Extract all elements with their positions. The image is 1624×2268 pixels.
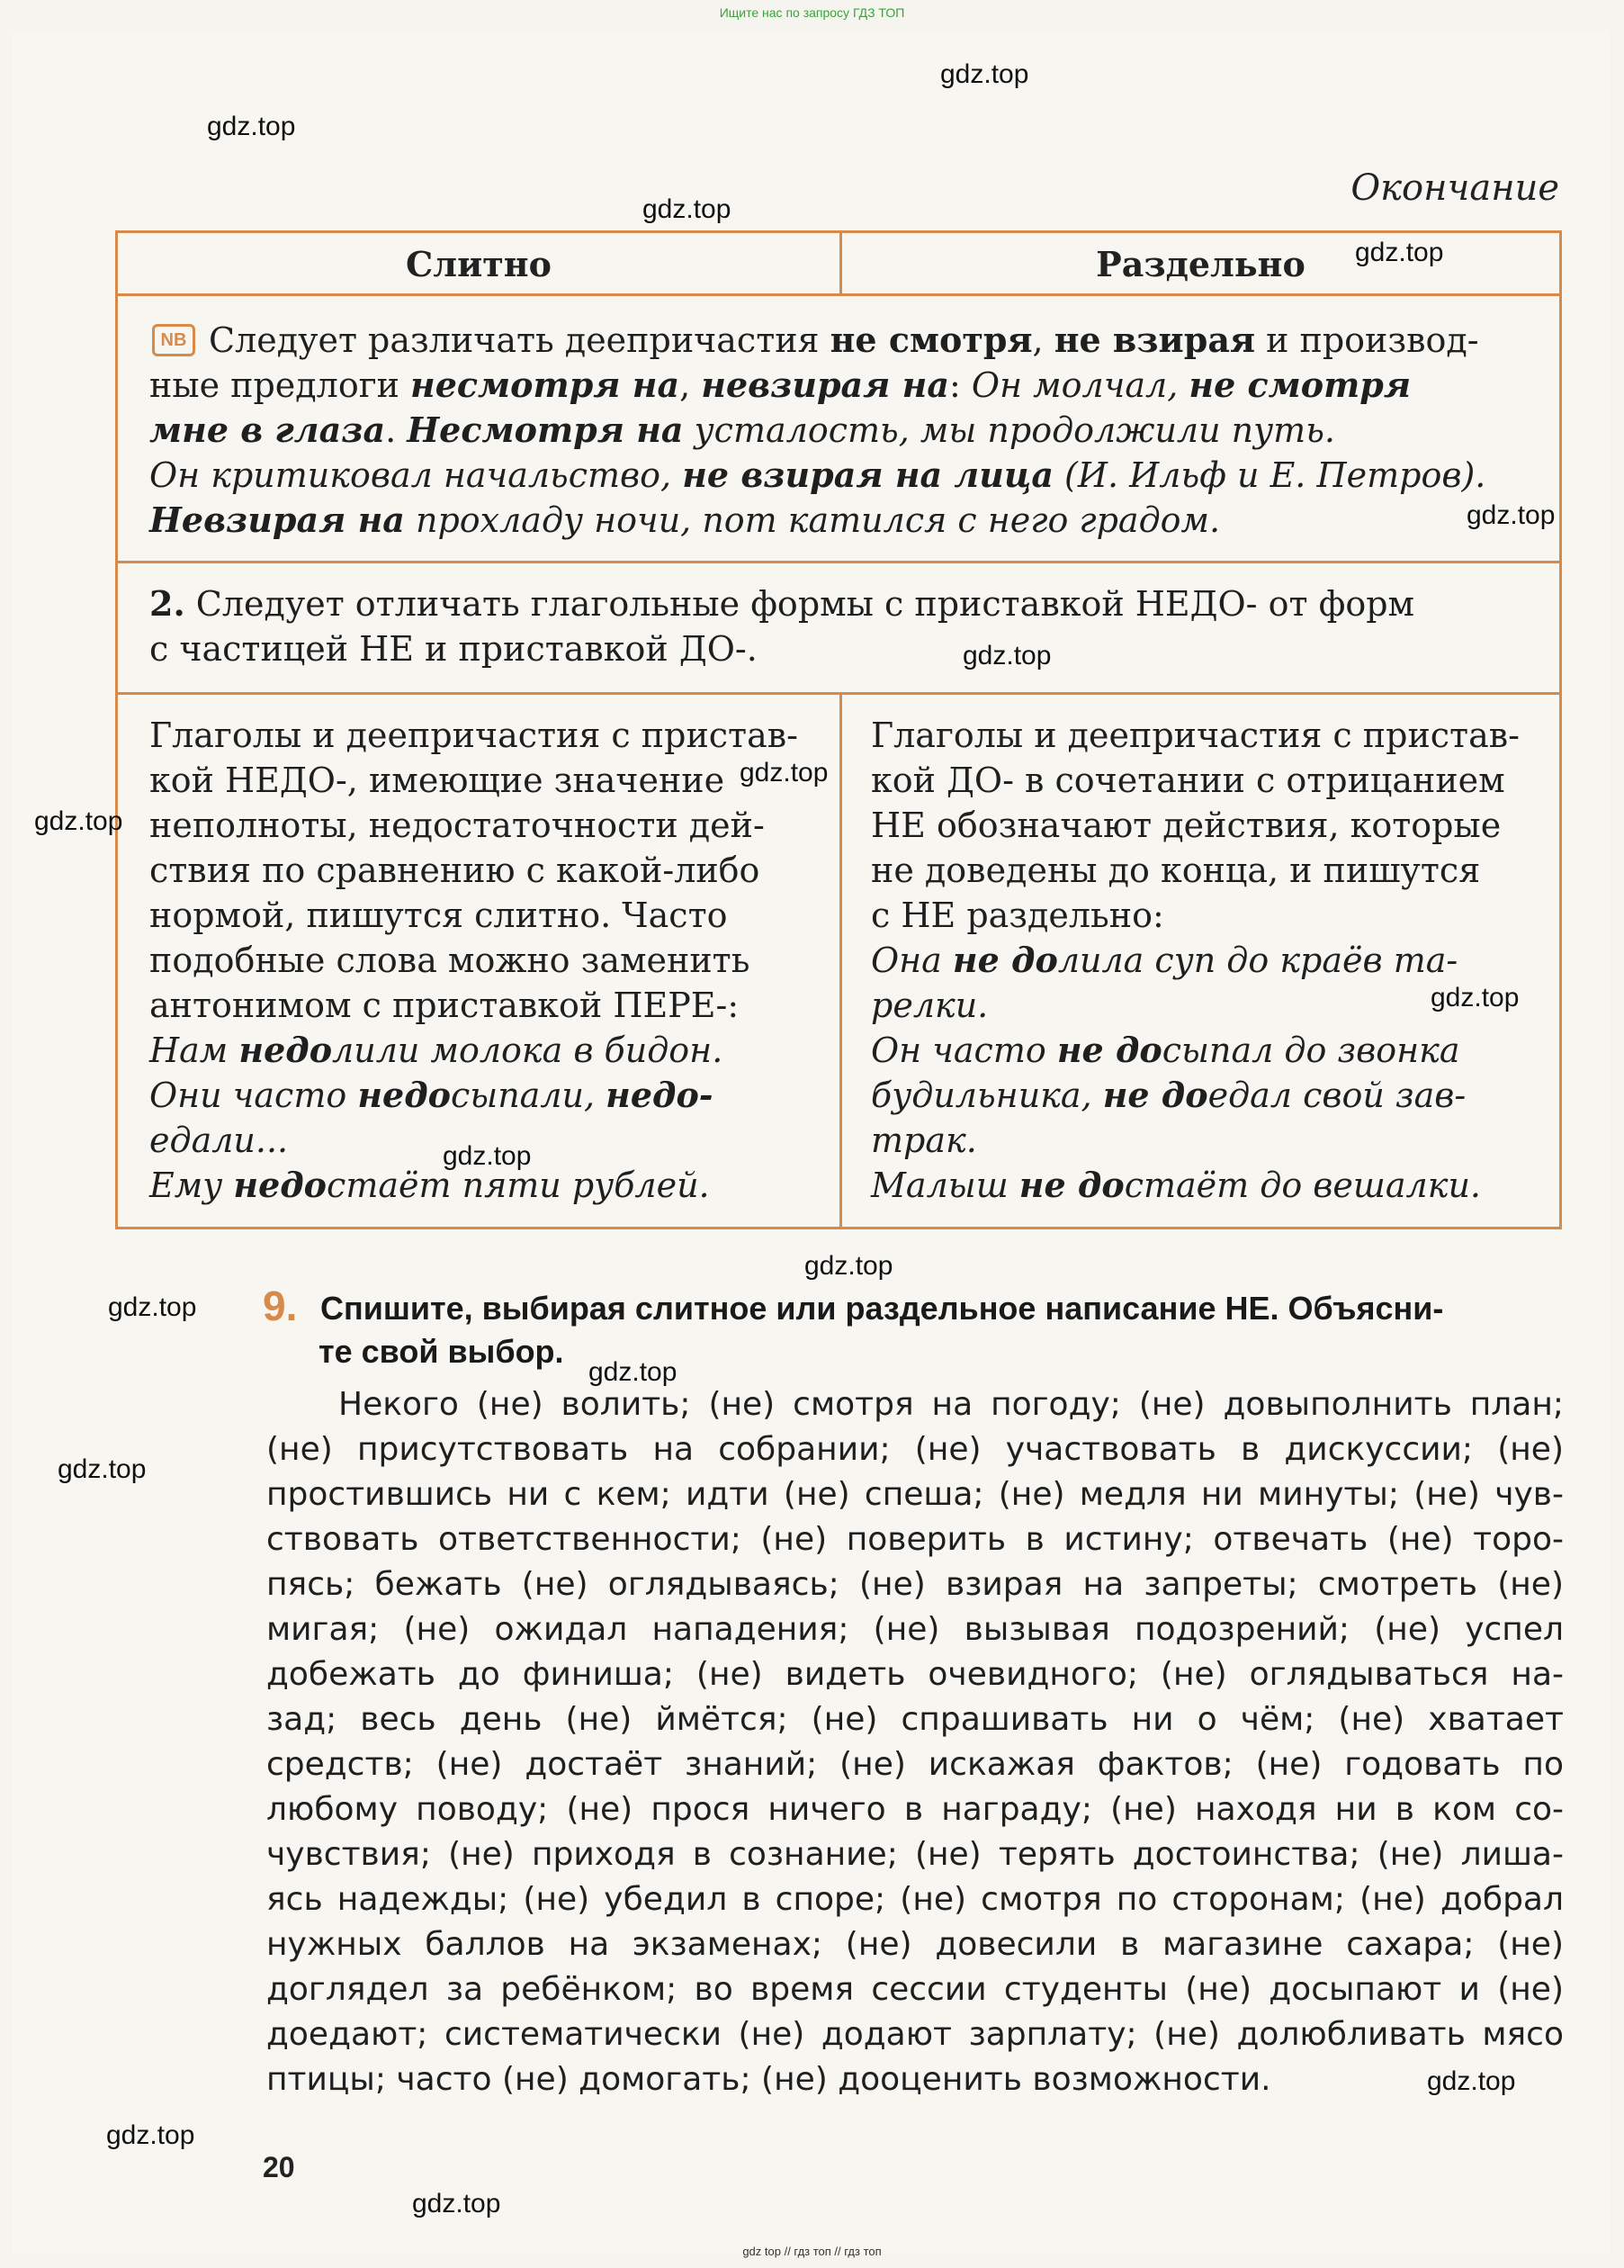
text-run: нормой, пишутся слитно. Часто	[149, 896, 728, 935]
solid-line	[149, 893, 728, 938]
text-run: Они часто	[149, 1076, 358, 1115]
text-run: не до	[1056, 1030, 1162, 1070]
exercise-line: зад; весь день (не) ймётся; (не) спрашивать ни о чём; (не) хватает	[266, 1701, 1564, 1738]
text-run: НЕ обозначают действия, которые	[871, 806, 1502, 845]
text-run: Малыш	[871, 1166, 1019, 1205]
text-run: не до	[1018, 1165, 1125, 1205]
text-run: ,	[679, 365, 702, 405]
text-run: усталость, мы продолжили путь.	[683, 410, 1335, 450]
nb-line	[209, 318, 1479, 363]
text-run: Он критиковал начальство,	[149, 455, 683, 495]
text-run: Он часто	[871, 1030, 1057, 1070]
watermark: gdz.top	[588, 1357, 677, 1387]
header-separate: Раздельно	[1096, 244, 1305, 284]
nb-line	[149, 453, 1485, 498]
table-divider	[118, 561, 1559, 563]
text-run: невзирая на	[701, 364, 949, 405]
text-run: едал свой зав-	[1207, 1076, 1467, 1115]
text-run: .	[385, 410, 408, 450]
column-divider	[839, 692, 842, 1227]
exercise-title-line: те свой выбор.	[319, 1333, 564, 1370]
exercise-line: ствовать ответственности; (не) поверить в истину; отвечать (не) торо-	[266, 1521, 1564, 1558]
exercise-line: нужных баллов на экзаменах; (не) довесили в магазине сахара; (не)	[266, 1926, 1564, 1963]
text-run: с НЕ раздельно:	[871, 896, 1164, 935]
exercise-line: чувствия; (не) приходя в сознание; (не) терять достоинства; (не) лиша-	[266, 1836, 1564, 1873]
text-run: стаёт до вешалки.	[1124, 1166, 1481, 1205]
watermark: gdz.top	[207, 112, 296, 141]
watermark: gdz.top	[443, 1141, 532, 1171]
text-run: кой ДО- в сочетании с отрицанием	[871, 760, 1505, 800]
text-run: Он молчал,	[971, 365, 1189, 405]
exercise-line: доедают; систематически (не) додают зарплату; (не) долюбливать мясо	[266, 2016, 1564, 2053]
page-number: 20	[263, 2151, 295, 2183]
watermark: gdz.top	[642, 194, 731, 224]
text-run: релки.	[871, 986, 989, 1025]
solid-line	[149, 1028, 722, 1073]
exercise-line: ясь надежды; (не) убедил в споре; (не) смотря по сторонам; (не) добрал	[266, 1881, 1564, 1918]
nb-line	[149, 408, 1335, 453]
text-run: Глаголы и деепричастия с пристав-	[871, 716, 1520, 755]
nb-icon: NB	[152, 324, 195, 356]
text-run: ные предлоги	[149, 365, 411, 405]
watermark: gdz.top	[940, 59, 1029, 89]
solid-line	[149, 1118, 288, 1163]
nb-line	[149, 498, 1220, 543]
text-run: антонимом с приставкой ПЕРЕ-:	[149, 986, 740, 1025]
text-run: Глаголы и деепричастия с пристав-	[149, 716, 798, 755]
separate-line	[871, 1028, 1460, 1073]
text-run: (И. Ильф и Е. Петров).	[1053, 455, 1486, 495]
text-run: недо	[357, 1075, 451, 1115]
separate-line	[871, 713, 1520, 758]
solid-line	[149, 803, 765, 848]
watermark: gdz.top	[412, 2189, 501, 2218]
exercise-line: добежать до финиша; (не) видеть очевидного; (не) оглядываться на-	[266, 1656, 1564, 1693]
rule-2-line	[149, 626, 758, 671]
watermark: gdz.top	[963, 641, 1052, 670]
text-run: лили молока в бидон.	[332, 1030, 723, 1070]
nb-line	[149, 363, 1411, 408]
text-run: Следует различать деепричастия	[209, 320, 830, 360]
separate-line	[871, 1163, 1481, 1208]
watermark: gdz.top	[106, 2120, 195, 2150]
text-run: прохладу ночи, пот катился с него градом.	[404, 500, 1221, 540]
text-run: не доведены до конца, и пишутся	[871, 850, 1481, 890]
solid-line	[149, 1073, 713, 1118]
text-run: с частицей НЕ и приставкой ДО-.	[149, 629, 758, 669]
text-run: не взирая	[1054, 320, 1256, 360]
rule-2-line	[149, 581, 1414, 626]
text-run: несмотря на	[410, 364, 680, 405]
text-run: Невзирая на	[149, 500, 405, 540]
solid-line	[149, 938, 749, 983]
text-run: Несмотря на	[407, 410, 684, 450]
text-run: сыпали,	[450, 1076, 606, 1115]
text-run: будильника,	[871, 1076, 1103, 1115]
watermark: gdz.top	[1467, 500, 1556, 530]
separate-line	[871, 848, 1480, 893]
text-run: 2.	[149, 583, 185, 624]
separate-line	[871, 758, 1505, 803]
text-run: едали...	[149, 1120, 289, 1160]
watermark: gdz.top	[34, 806, 123, 836]
exercise-title	[320, 1287, 1443, 1373]
exercise-line: птицы; часто (не) домогать; (не) дооценить возможности.	[266, 2061, 1271, 2098]
exercise-title-line: Спишите, выбирая слитное или раздельное написание НЕ. Объясни-	[320, 1290, 1444, 1327]
text-run: неполноты, недостаточности дей-	[149, 806, 765, 845]
text-run: не взирая на лица	[682, 454, 1054, 495]
watermark: gdz.top	[1355, 238, 1444, 267]
exercise-line: средств; (не) достаёт знаний; (не) искажая фактов; (не) годовать по	[266, 1746, 1564, 1783]
solid-line	[149, 1163, 710, 1208]
text-run: не до	[1102, 1075, 1208, 1115]
watermark: gdz.top	[108, 1292, 197, 1322]
solid-line	[149, 713, 798, 758]
exercise-line: любому поводу; (не) прося ничего в награду; (не) находя ни в ком со-	[266, 1791, 1564, 1828]
watermark: gdz.top	[1427, 2066, 1516, 2096]
header-solid: Слитно	[406, 244, 552, 284]
text-run: стаёт пяти рублей.	[327, 1166, 710, 1205]
text-run: лила суп до краёв та-	[1057, 940, 1458, 980]
text-run: Следует отличать глагольные формы с приставкой НЕДО- от форм	[184, 584, 1415, 624]
separate-line	[871, 983, 988, 1028]
table-divider	[118, 692, 1559, 695]
solid-line	[149, 983, 739, 1028]
exercise-line: (не) присутствовать на собрании; (не) участвовать в дискуссии; (не)	[266, 1431, 1564, 1468]
text-run: Ему	[149, 1166, 234, 1205]
text-run: мне в глаза	[149, 410, 386, 450]
separate-line	[871, 1073, 1466, 1118]
exercise-line: мигая; (не) ожидал нападения; (не) вызывая подозрений; (не) успел	[266, 1611, 1564, 1648]
watermark: gdz.top	[804, 1251, 893, 1281]
watermark: gdz.top	[740, 758, 829, 788]
solid-line	[149, 848, 759, 893]
text-run: подобные слова можно заменить	[149, 940, 750, 980]
exercise-line: доглядел за ребёнком; во время сессии студенты (не) досыпают и (не)	[266, 1971, 1564, 2008]
text-run: недо-	[606, 1075, 713, 1115]
exercise-line: Некого (не) волить; (не) смотря на погоду; (не) довыполнить план;	[338, 1386, 1564, 1423]
separate-line	[871, 893, 1164, 938]
text-run: :	[948, 365, 972, 405]
exercise-line: простившись ни с кем; идти (не) спеша; (не) медля ни минуты; (не) чув-	[266, 1476, 1564, 1513]
watermark: gdz.top	[1431, 983, 1520, 1012]
separate-line	[871, 1118, 977, 1163]
text-run: недо	[233, 1165, 327, 1205]
text-run: не до	[952, 940, 1058, 980]
text-run: кой НЕДО-, имеющие значение	[149, 760, 725, 800]
text-run: Она	[871, 940, 953, 980]
solid-line	[149, 758, 724, 803]
text-run: ствия по сравнению с какой-либо	[149, 850, 760, 890]
text-run: недо	[238, 1030, 333, 1070]
text-run: не смотря	[830, 320, 1033, 360]
exercise-number: 9.	[263, 1282, 298, 1329]
separate-line	[871, 938, 1458, 983]
exercise-line: пясь; бежать (не) оглядываясь; (не) взирая на запреты; смотреть (не)	[266, 1566, 1564, 1603]
bottom-banner[interactable]: gdz top // гдз топ // гдз топ	[742, 2245, 882, 2258]
text-run: Нам	[149, 1030, 239, 1070]
text-run: не смотря	[1189, 364, 1412, 405]
ending-label: Окончание	[1350, 167, 1559, 209]
text-run: и производ-	[1255, 320, 1479, 360]
text-run: трак.	[871, 1120, 977, 1160]
top-banner[interactable]: Ищите нас по запросу ГДЗ ТОП	[719, 5, 905, 20]
separate-line	[871, 803, 1501, 848]
text-run: ,	[1032, 320, 1054, 360]
watermark: gdz.top	[58, 1454, 147, 1484]
text-run: сыпал до звонка	[1162, 1030, 1460, 1070]
